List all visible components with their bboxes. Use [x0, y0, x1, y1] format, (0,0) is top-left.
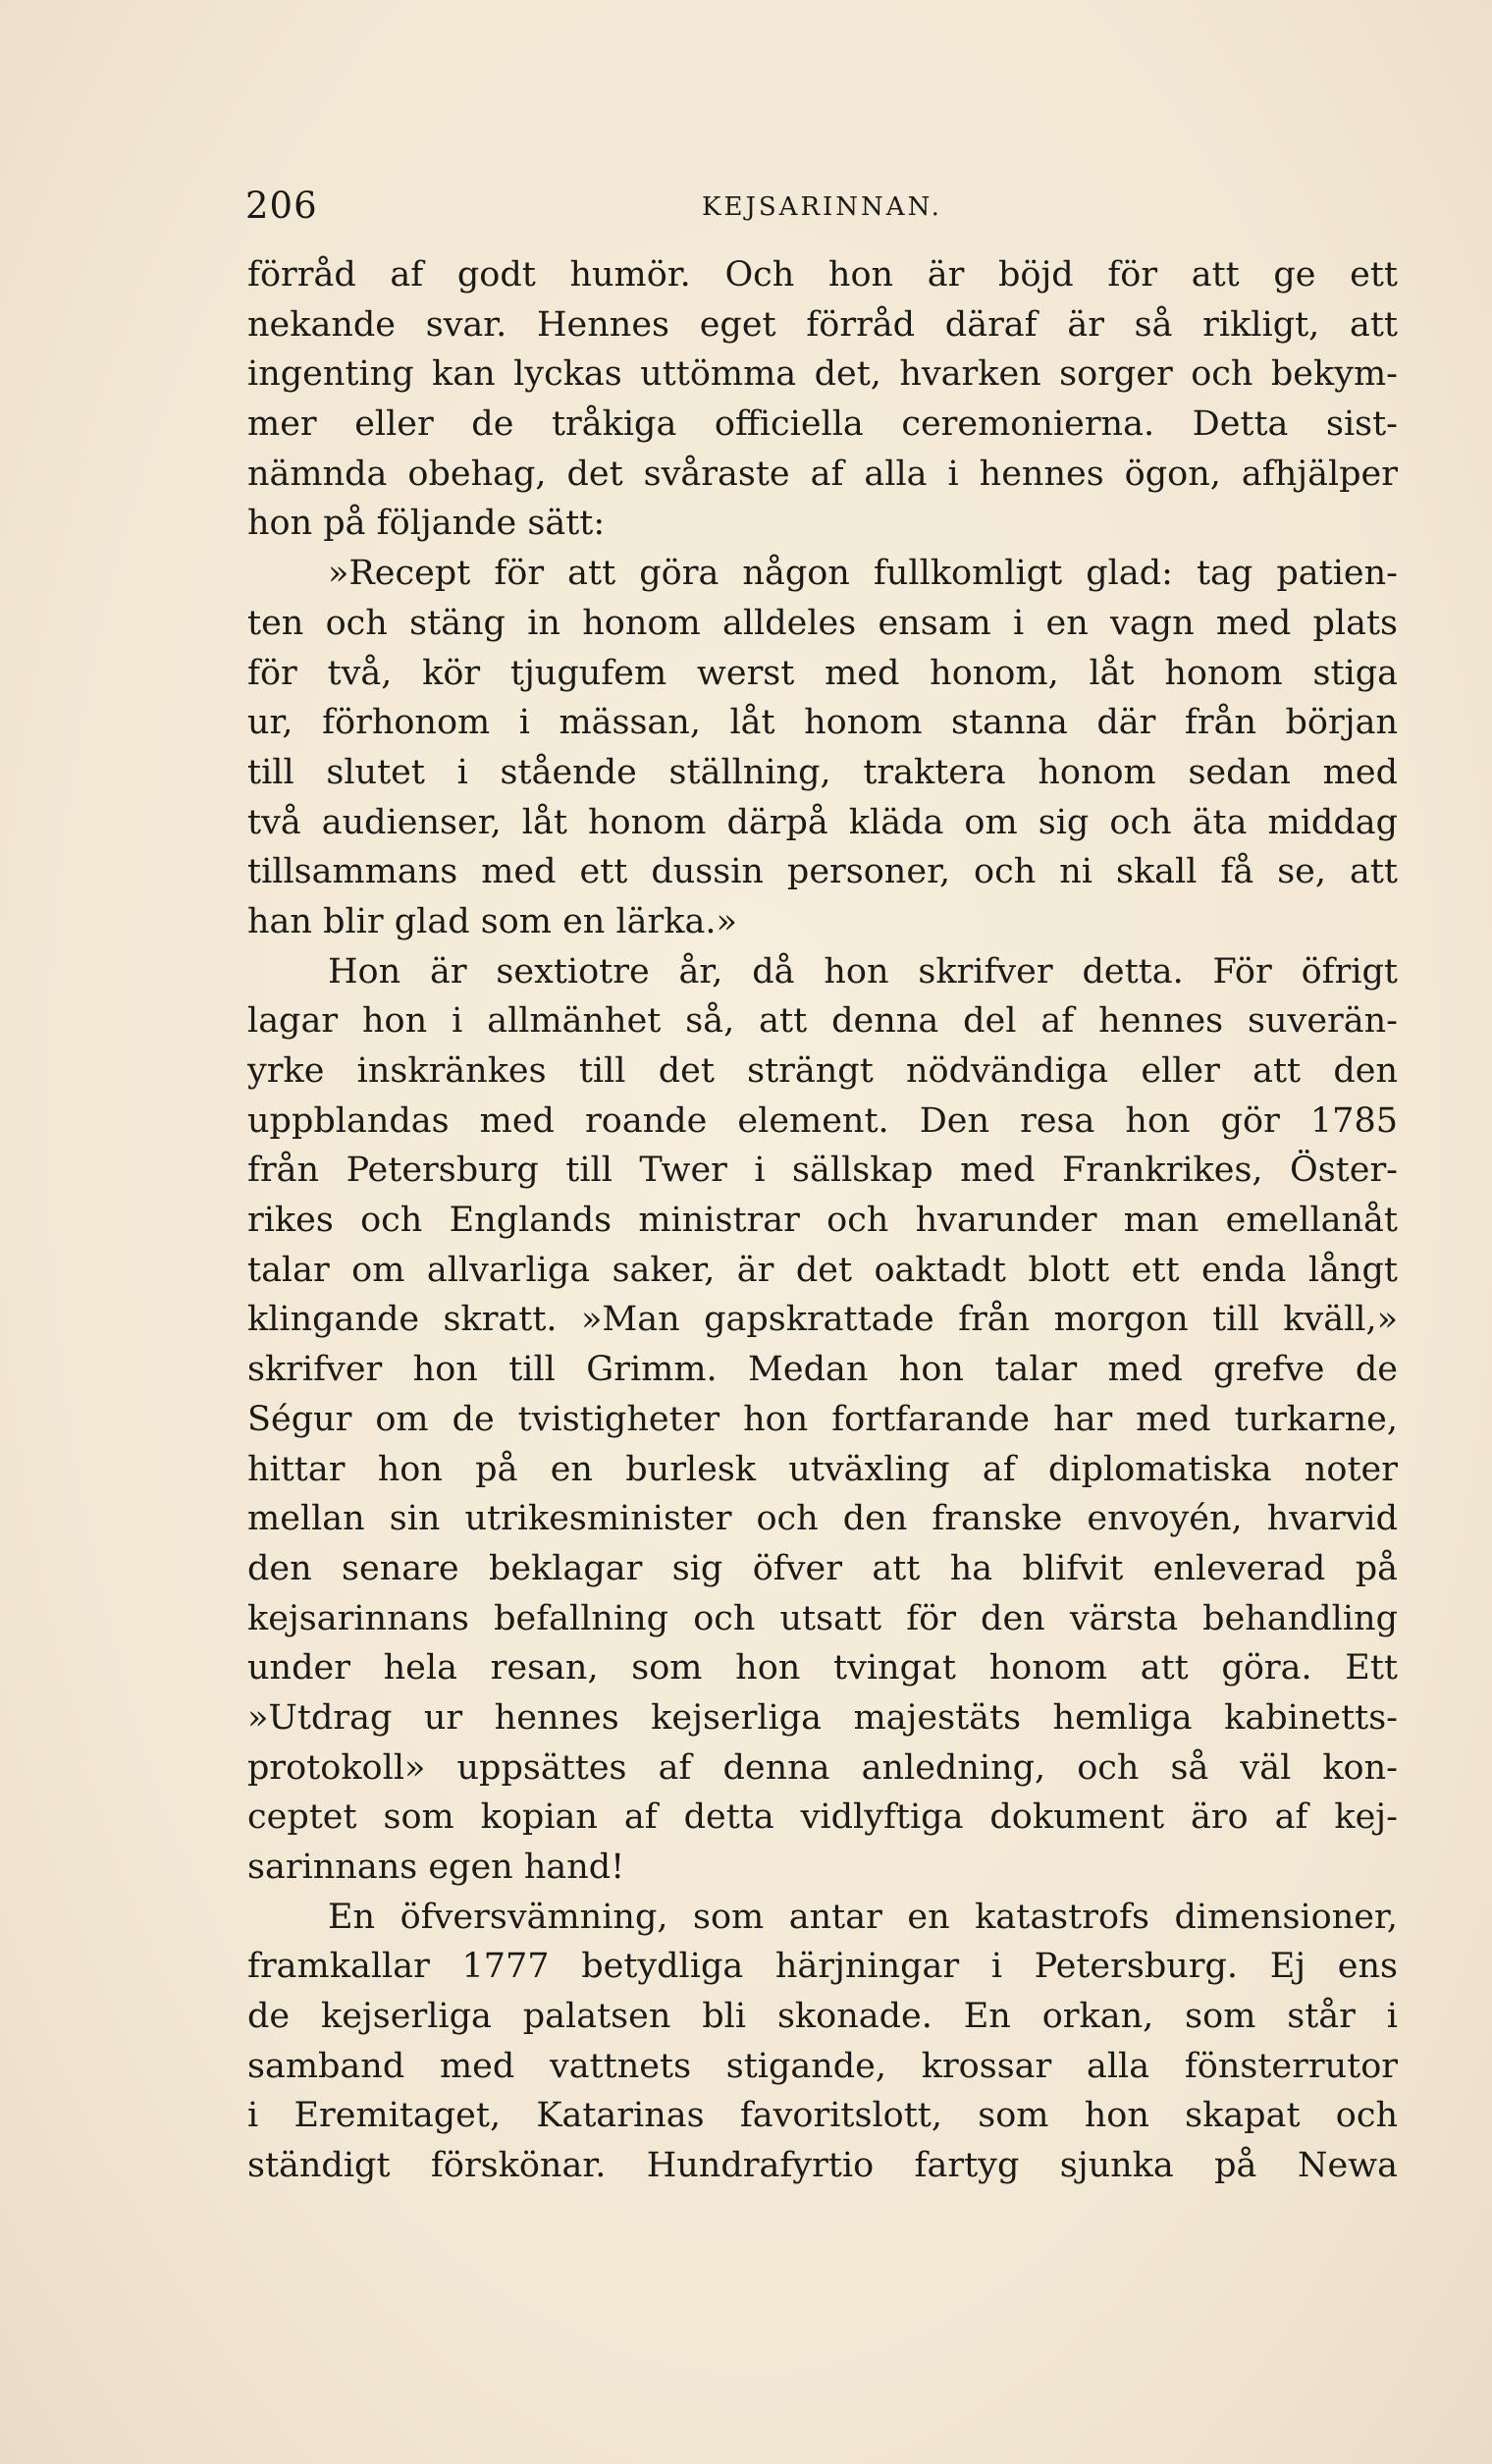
text-line: rikes och Englands ministrar och hvarunder man emellanåt — [247, 1201, 1398, 1241]
running-head: KEJSARINNAN. — [702, 192, 942, 222]
text-line: skrifver hon till Grimm. Medan hon talar med grefve de — [247, 1350, 1398, 1390]
text-line: klingande skratt. »Man gapskrattade från morgon till kväll,» — [247, 1300, 1398, 1340]
text-line: nämnda obehag, det svåraste af alla i hennes ögon, afhjälper — [247, 454, 1398, 494]
text-line: ceptet som kopian af detta vidlyftiga dokument äro af kej- — [247, 1797, 1398, 1838]
text-line: ingenting kan lyckas uttömma det, hvarken sorger och bekym- — [247, 354, 1398, 395]
text-line: från Petersburg till Twer i sällskap med Frankrikes, Öster- — [247, 1151, 1398, 1191]
text-line: uppblandas med roande element. Den resa hon gör 1785 — [247, 1100, 1398, 1141]
text-line: »Utdrag ur hennes kejserliga majestäts hemliga kabinetts- — [247, 1697, 1398, 1738]
text-line: framkallar 1777 betydliga härjningar i Petersburg. Ej ens — [247, 1947, 1398, 1987]
text-line: lagar hon i allmänhet så, att denna del af hennes suverän- — [247, 1001, 1398, 1042]
text-line: ur, förhonom i mässan, låt honom stanna där från början — [247, 703, 1398, 743]
text-line: den senare beklagar sig öfver att ha blifvit enleverad på — [247, 1548, 1398, 1588]
page-header — [245, 185, 1399, 234]
text-line: han blir glad som en lärka.» — [247, 901, 737, 941]
text-line: hittar hon på en burlesk utväxling af diplomatiska noter — [247, 1449, 1398, 1489]
text-line: En öfversvämning, som antar en katastrofs dimensioner, — [328, 1897, 1398, 1937]
text-line: i Eremitaget, Katarinas favoritslott, som hon skapat och — [247, 2096, 1398, 2136]
text-line: till slutet i stående ställning, traktera honom sedan med — [247, 752, 1398, 792]
text-line: ständigt förskönar. Hundrafyrtio fartyg sjunka på Newa — [247, 2146, 1398, 2186]
text-line: under hela resan, som hon tvingat honom att göra. Ett — [247, 1648, 1398, 1688]
page-number: 206 — [245, 185, 318, 227]
text-line: kejsarinnans befallning och utsatt för den värsta behandling — [247, 1598, 1398, 1638]
text-line: för två, kör tjugufem werst med honom, låt honom stiga — [247, 653, 1398, 693]
text-line: yrke inskränkes till det strängt nödvändiga eller att den — [247, 1051, 1398, 1091]
text-line: sarinnans egen hand! — [247, 1848, 625, 1887]
text-line: förråd af godt humör. Och hon är böjd för att ge ett — [247, 255, 1398, 295]
text-line: nekande svar. Hennes eget förråd däraf är så rikligt, att — [247, 304, 1398, 345]
text-line: samband med vattnets stigande, krossar alla fönsterrutor — [247, 2046, 1398, 2086]
text-line: »Recept för att göra någon fullkomligt glad: tag patien- — [328, 554, 1398, 594]
text-line: två audienser, låt honom därpå kläda om sig och äta middag — [247, 802, 1398, 842]
text-line: mer eller de tråkiga officiella ceremonierna. Detta sist- — [247, 404, 1398, 445]
body-text — [247, 250, 1398, 2191]
text-line: Hon är sextiotre år, då hon skrifver detta. För öfrigt — [328, 951, 1398, 991]
text-line: Ségur om de tvistigheter hon fortfarande har med turkarne, — [247, 1399, 1398, 1439]
text-line: ten och stäng in honom alldeles ensam i en vagn med plats — [247, 603, 1398, 643]
text-line: tillsammans med ett dussin personer, och ni skall få se, att — [247, 852, 1398, 892]
text-line: hon på följande sätt: — [247, 504, 606, 544]
text-line: protokoll» uppsättes af denna anledning, och så väl kon- — [247, 1747, 1398, 1788]
text-line: mellan sin utrikesminister och den franske envoyén, hvarvid — [247, 1499, 1398, 1539]
text-line: de kejserliga palatsen bli skonade. En orkan, som står i — [247, 1997, 1398, 2037]
text-line: talar om allvarliga saker, är det oaktadt blott ett enda långt — [247, 1250, 1398, 1290]
